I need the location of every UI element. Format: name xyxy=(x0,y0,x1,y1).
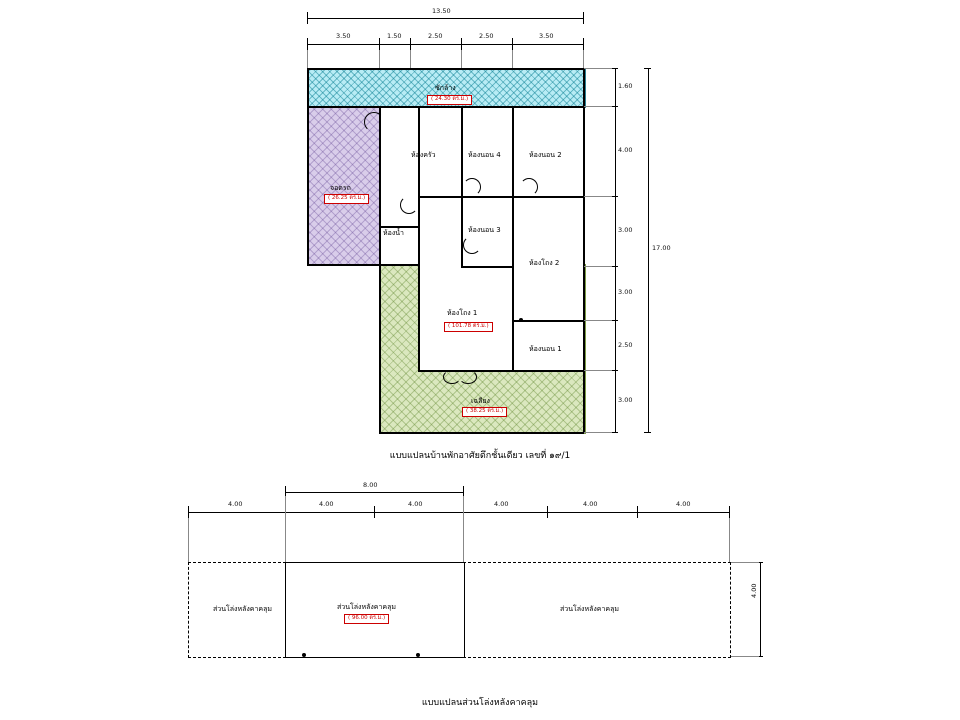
room-label-hall2: ห้องโถง 2 xyxy=(529,259,560,267)
dim-right-seg-3: 3.00 xyxy=(618,226,633,234)
room-label-bedroom4: ห้องนอน 4 xyxy=(468,151,501,159)
dim-top-seg-2: 1.50 xyxy=(387,32,402,40)
room-area-wash: ( 24.30 ตร.ม.) xyxy=(427,95,472,105)
figure1-title: แบบแปลนบ้านพักอาศัยตึกชั้นเดียว เลขที่ ๑๙/1 xyxy=(389,451,571,461)
dim-fig2-seg-2: 4.00 xyxy=(319,500,334,508)
dim-right-seg-5: 2.50 xyxy=(618,341,633,349)
dim-fig2-seg-4: 4.00 xyxy=(494,500,509,508)
room-area-terrace: ( 38.25 ตร.ม.) xyxy=(462,407,507,417)
dim-total-height: 17.00 xyxy=(652,244,671,252)
dim-right-seg-1: 1.60 xyxy=(618,82,633,90)
room-label-hall1: ห้องโถง 1 xyxy=(447,309,478,317)
room-label-wash: ซักล้าง xyxy=(435,84,456,92)
room-label-bathroom: ห้องน้ำ xyxy=(383,229,404,237)
room-label-bedroom1: ห้องนอน 1 xyxy=(529,345,562,353)
dim-fig2-height: 4.00 xyxy=(750,583,758,598)
zone-label-right: ส่วนโล่งหลังคาคลุม xyxy=(560,605,619,613)
dim-fig2-seg-5: 4.00 xyxy=(583,500,598,508)
dim-top-seg-5: 3.50 xyxy=(539,32,554,40)
corner-dot-3 xyxy=(519,318,523,322)
dim-fig2-seg-1: 4.00 xyxy=(228,500,243,508)
dim-top-seg-1: 3.50 xyxy=(336,32,351,40)
dim-fig2-seg-6: 4.00 xyxy=(676,500,691,508)
interior-block xyxy=(418,106,584,370)
room-label-terrace: เฉลียง xyxy=(471,397,490,405)
corner-dot-1 xyxy=(302,653,306,657)
room-area-hall1: ( 101.78 ตร.ม.) xyxy=(444,322,493,332)
kitchen-bath-block xyxy=(379,106,418,264)
room-label-bedroom3: ห้องนอน 3 xyxy=(468,226,501,234)
zone-label-center: ส่วนโล่งหลังคาคลุม xyxy=(337,603,396,611)
dim-right-seg-6: 3.00 xyxy=(618,396,633,404)
zone-label-left: ส่วนโล่งหลังคาคลุม xyxy=(213,605,272,613)
dim-fig2-span: 8.00 xyxy=(363,481,378,489)
zone-area-center: ( 96.00 ตร.ม.) xyxy=(344,614,389,624)
room-area-carport: ( 26.25 ตร.ม.) xyxy=(324,194,369,204)
room-label-bedroom2: ห้องนอน 2 xyxy=(529,151,562,159)
dim-top-seg-3: 2.50 xyxy=(428,32,443,40)
room-label-carport: จอดรถ xyxy=(330,184,351,192)
corner-dot-2 xyxy=(416,653,420,657)
room-label-kitchen: ห้องครัว xyxy=(411,151,436,159)
dim-right-seg-2: 4.00 xyxy=(618,146,633,154)
dim-total-width: 13.50 xyxy=(432,7,451,15)
dim-right-seg-4: 3.00 xyxy=(618,288,633,296)
figure2-title: แบบแปลนส่วนโล่งหลังคาคลุม xyxy=(421,698,539,708)
dim-top-seg-4: 2.50 xyxy=(479,32,494,40)
dim-fig2-seg-3: 4.00 xyxy=(408,500,423,508)
